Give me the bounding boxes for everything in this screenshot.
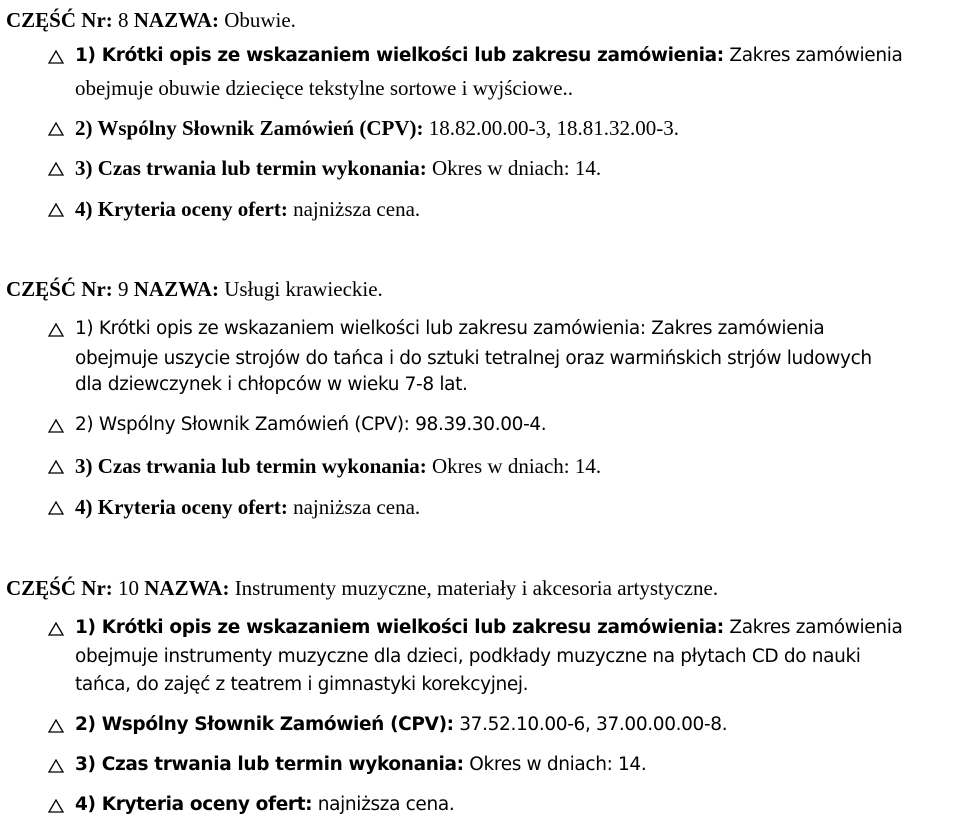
part-heading <box>6 574 718 602</box>
item-text <box>75 315 955 343</box>
item-text <box>75 614 955 642</box>
caution-triangle-icon <box>48 195 66 223</box>
item-value: Okres w dniach: 14. <box>426 454 602 478</box>
item-text <box>75 195 955 223</box>
item-label: 3) Czas trwania lub termin wykonania: <box>75 156 427 180</box>
item-value: najniższa cena. <box>287 197 421 221</box>
caution-triangle-icon <box>48 315 66 343</box>
item-label: 2) Wspólny Słownik Zamówień (CPV): <box>75 116 424 140</box>
caution-triangle-icon <box>48 711 66 739</box>
part-number: 8 <box>112 8 134 32</box>
caution-triangle-icon <box>48 411 66 439</box>
item-label: 2) Wspólny Słownik Zamówień (CPV): <box>75 714 454 735</box>
item-value: 18.82.00.00-3, 18.81.32.00-3. <box>423 116 679 140</box>
item-value: Zakres zamówienia <box>645 318 825 339</box>
item-label: 1) Krótki opis ze wskazaniem wielkości lub zakresu zamówienia: <box>75 45 724 66</box>
item-value: Zakres zamówienia <box>723 617 903 638</box>
part-name-value: Obuwie. <box>218 8 296 32</box>
item-continuation-line: dla dziewczynek i chłopców w wieku 7-8 lat. <box>75 374 468 395</box>
item-value: 98.39.30.00-4. <box>409 414 547 435</box>
item-text <box>75 791 955 819</box>
item-label: 1) Krótki opis ze wskazaniem wielkości lub zakresu zamówienia: <box>75 318 646 339</box>
item-value: najniższa cena. <box>312 794 455 815</box>
item-continuation-line: tańca, do zajęć z teatrem i gimnastyki korekcyjnej. <box>75 674 529 695</box>
part-name-value: Usługi krawieckie. <box>218 277 383 301</box>
item-label: 4) Kryteria oceny ofert: <box>75 197 288 221</box>
caution-triangle-icon <box>48 154 66 182</box>
item-text <box>75 42 955 70</box>
item-text <box>75 154 955 182</box>
part-number-label: CZĘŚĆ Nr: <box>6 277 113 301</box>
item-label: 1) Krótki opis ze wskazaniem wielkości lub zakresu zamówienia: <box>75 617 724 638</box>
item-value: Zakres zamówienia <box>723 45 903 66</box>
part-number-label: CZĘŚĆ Nr: <box>6 576 113 600</box>
item-text <box>75 411 955 439</box>
item-value: Okres w dniach: 14. <box>426 156 602 180</box>
item-label: 4) Kryteria oceny ofert: <box>75 495 288 519</box>
item-label: 2) Wspólny Słownik Zamówień (CPV): <box>75 414 410 435</box>
caution-triangle-icon <box>48 493 66 521</box>
caution-triangle-icon <box>48 751 66 779</box>
caution-triangle-icon <box>48 452 66 480</box>
item-label: 3) Czas trwania lub termin wykonania: <box>75 454 427 478</box>
part-name-label: NAZWA: <box>133 277 219 301</box>
caution-triangle-icon <box>48 614 66 642</box>
part-number: 9 <box>112 277 134 301</box>
item-text <box>75 114 955 142</box>
item-value: Okres w dniach: 14. <box>463 754 647 775</box>
item-text <box>75 711 955 739</box>
item-text <box>75 751 955 779</box>
item-continuation-line: obejmuje instrumenty muzyczne dla dzieci, podkłady muzyczne na płytach CD do nauki <box>75 646 861 667</box>
part-heading <box>6 6 296 34</box>
item-value: najniższa cena. <box>287 495 421 519</box>
item-value: 37.52.10.00-6, 37.00.00.00-8. <box>453 714 728 735</box>
caution-triangle-icon <box>48 791 66 819</box>
item-label: 3) Czas trwania lub termin wykonania: <box>75 754 464 775</box>
caution-triangle-icon <box>48 42 66 70</box>
part-number-label: CZĘŚĆ Nr: <box>6 8 113 32</box>
item-continuation-line: obejmuje uszycie strojów do tańca i do sztuki tetralnej oraz warmińskich strjów ludowych <box>75 348 872 369</box>
part-name-value: Instrumenty muzyczne, materiały i akcesoria artystyczne. <box>229 576 719 600</box>
part-number: 10 <box>112 576 145 600</box>
part-name-label: NAZWA: <box>133 8 219 32</box>
item-text <box>75 493 955 521</box>
item-label: 4) Kryteria oceny ofert: <box>75 794 313 815</box>
item-continuation-line: obejmuje obuwie dziecięce tekstylne sortowe i wyjściowe.. <box>75 76 574 100</box>
part-heading <box>6 275 383 303</box>
part-name-label: NAZWA: <box>144 576 230 600</box>
caution-triangle-icon <box>48 114 66 142</box>
item-text <box>75 452 955 480</box>
